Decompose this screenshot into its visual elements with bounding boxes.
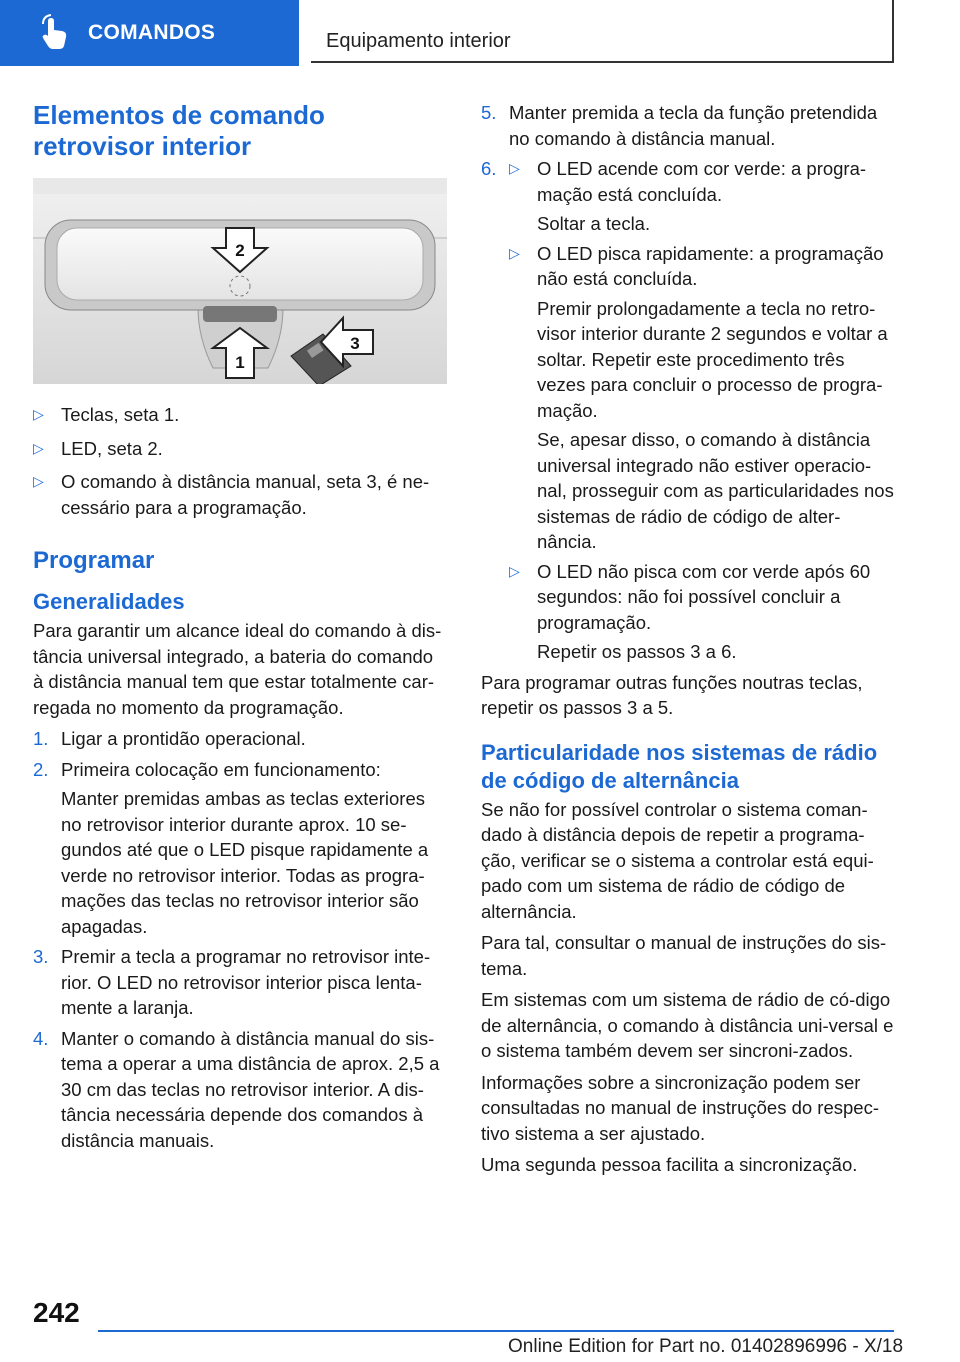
triangle-bullet-icon: ▷: [509, 160, 520, 176]
step-item: 3. Premir a tecla a programar no retrovisor inte-rior. O LED no retrovisor interior pisca lenta-mente a laranja.: [33, 946, 431, 1018]
header-tab-label: COMANDOS: [88, 21, 216, 44]
triangle-bullet-icon: ▷: [33, 406, 44, 422]
header-tab: [0, 0, 299, 66]
intro-paragraph: Para garantir um alcance ideal do comando à dis-tância universal integrado, a bateria do comando à distância manual tem que estar totalmente car-regada no momento da programação.: [33, 620, 442, 718]
triangle-bullet-icon: ▷: [509, 562, 520, 579]
paragraph: Informações sobre a sincronização podem ser consultadas no manual de instruções do respec-tivo sistema a ser ajustado.: [481, 1071, 879, 1144]
step-item: 2. Primeira colocação em funcionamento: Manter premidas ambas as teclas exteriores no retrovisor interior durante aprox. 10 se-gundos até que o LED pisque rapidamente a verde no retrovisor interior. Todas as progra-mações das teclas no retrovisor interior são apagadas.: [33, 758, 429, 937]
footer-divider: [98, 1330, 894, 1332]
paragraph: Se não for possível controlar o sistema coman-dado à distância depois de repetir a programa-ção, verificar se o sistema a controlar está equi-pado com um sistema de rádio de código de alternância.: [481, 798, 874, 922]
bullet-item: ▷ LED, seta 2.: [33, 436, 447, 462]
bullet-item: ▷ O comando à distância manual, seta 3, é ne-cessário para a programação.: [33, 471, 430, 518]
bullet-item: ▷ O LED pisca rapidamente: a programação não está concluída. Premir prolongadamente a tecla no retro-visor interior durante 2 segundos e voltar a soltar. Repetir este procedimento três vezes para concluir o processo de progra-mação. Se, apesar disso, o comando à distância universal integrado não estiver operacio-nal, prosseguir com as particularidades nos sistemas de rádio de código de alter-nância.: [509, 242, 894, 552]
right-column: [481, 100, 895, 1184]
after-steps-paragraph: Para programar outras funções noutras teclas, repetir os passos 3 a 5.: [481, 671, 863, 718]
step-item: 4. Manter o comando à distância manual do sis-tema a operar a uma distância de aprox. 2,5 a 30 cm das teclas no retrovisor interior. A dis-tância necessária depende dos comandos à distância manuais.: [33, 1027, 440, 1151]
left-column: [33, 100, 447, 1158]
subsection-title: Particularidade nos sistemas de rádio de código de alternância: [481, 739, 878, 793]
header-section: [311, 0, 894, 63]
bullet-item: ▷ O LED não pisca com cor verde após 60 segundos: não foi possível concluir a programação. Repetir os passos 3 a 6.: [509, 560, 871, 662]
mirror-figure: [33, 178, 447, 384]
paragraph: Em sistemas com um sistema de rádio de có-digo de alternância, o comando à distância uni-versal e o sistema também devem ser sincroni-zados.: [481, 989, 894, 1061]
paragraph: Uma segunda pessoa facilita a sincronização.: [481, 1154, 858, 1175]
paragraph: Para tal, consultar o manual de instruções do sis-tema.: [481, 932, 887, 979]
footer-edition: Online Edition for Part no. 01402896996 - X/18: [508, 1336, 904, 1357]
triangle-bullet-icon: ▷: [33, 473, 44, 489]
step-item: 5. Manter premida a tecla da função pretendida no comando à distância manual.: [481, 102, 878, 149]
hand-pointer-icon: [34, 13, 74, 53]
step-item: 1. Ligar a prontidão operacional.: [33, 728, 306, 749]
page-title: Elementos de comando retrovisor interior: [33, 100, 325, 161]
header-section-title: Equipamento interior: [326, 30, 511, 52]
arrow-2-label: 2: [235, 241, 245, 260]
triangle-bullet-icon: ▷: [33, 439, 44, 456]
arrow-3-label: 3: [350, 334, 360, 353]
bullet-item: ▷ Teclas, seta 1.: [33, 402, 447, 428]
step-item: 6. ▷ O LED acende com cor verde: a progra-mação está concluída. Soltar a tecla. ▷ O LED pisca rapidamente: a programação não está concluída. Premir prolongadamente a tecla no retro-visor interior durante 2 segundos e voltar a soltar. Repetir este procedimento três vezes para concluir o processo de progra-mação. Se, apesar disso, o comando à distância universal integrado não estiver operacio-nal, prosseguir com as particularidades nos sistemas de rádio de código de alter-nância. ▷ O LED não pisca com cor verde após 60 segundos: não foi possível concluir a programação. Repetir os passos 3 a 6.: [481, 156, 895, 665]
bullet-item: ▷ O LED acende com cor verde: a progra-mação está concluída. Soltar a tecla.: [509, 158, 867, 234]
arrow-1-label: 1: [235, 353, 245, 372]
subsection-title: Generalidades: [33, 589, 185, 614]
page-number: 242: [33, 1297, 80, 1328]
triangle-bullet-icon: ▷: [509, 244, 520, 261]
section-title: Programar: [33, 547, 155, 574]
